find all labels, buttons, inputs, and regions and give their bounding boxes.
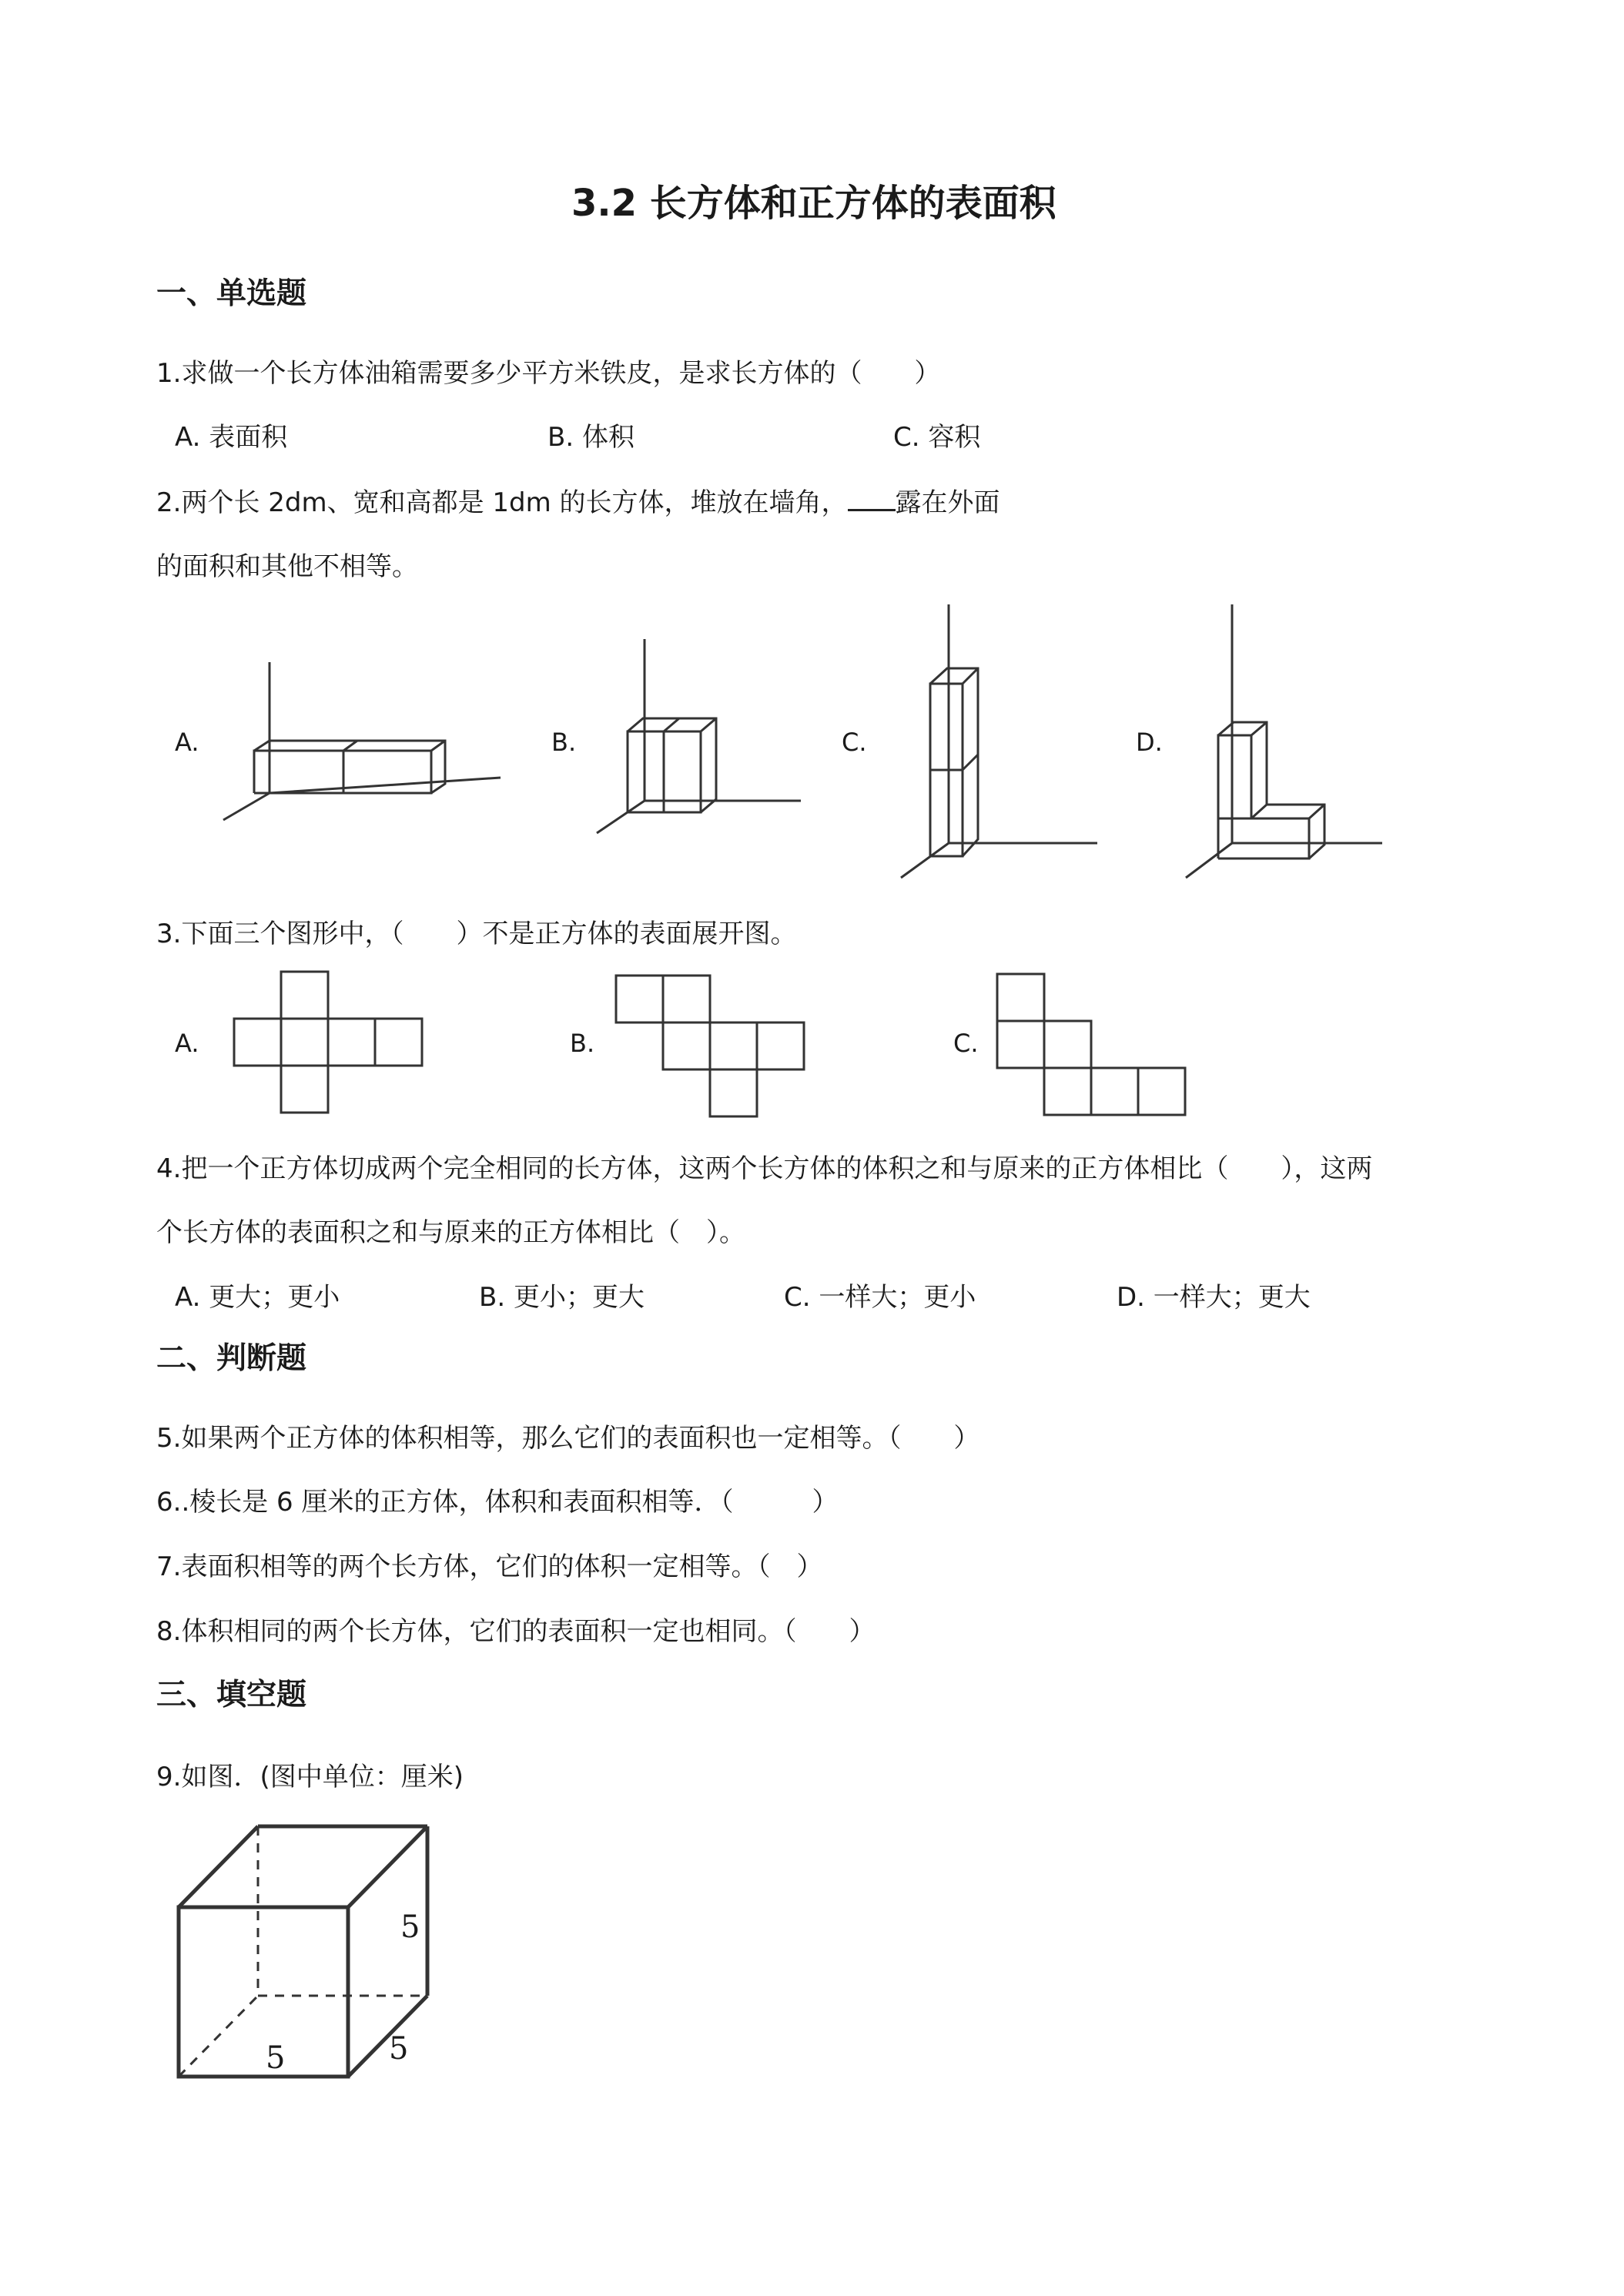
- question-2-text-part1: 2.两个长 2dm、宽和高都是 1dm 的长方体，堆放在墙角，: [156, 487, 848, 518]
- question-4-text: 4.把一个正方体切成两个完全相同的长方体，这两个长方体的体积之和与原来的正方体相比（ ），这两: [156, 1153, 1373, 1184]
- section-heading-single-choice: 一、单选题: [156, 276, 307, 311]
- q2-option-c-label[interactable]: C.: [842, 728, 867, 757]
- question-9-text: 9.如图．(图中单位：厘米): [156, 1762, 464, 1792]
- q2-option-d-label[interactable]: D.: [1136, 728, 1163, 757]
- section-heading-true-false: 二、判断题: [156, 1341, 307, 1376]
- q9-dim-height: 5: [400, 1909, 420, 1945]
- q3-option-a-label[interactable]: A.: [175, 1029, 199, 1058]
- section-heading-fill-blank: 三、填空题: [156, 1678, 307, 1712]
- q4-option-c[interactable]: C. 一样大；更小: [784, 1282, 976, 1313]
- q4-option-a[interactable]: A. 更大；更小: [175, 1282, 340, 1313]
- q3-option-b-label[interactable]: B.: [570, 1029, 595, 1058]
- q3-option-c-label[interactable]: C.: [953, 1029, 979, 1058]
- question-8-text: 8.体积相同的两个长方体，它们的表面积一定也相同。（ ）: [156, 1616, 876, 1647]
- q2-figure-d: [1186, 604, 1382, 878]
- q3-net-c: [997, 974, 1185, 1115]
- q2-option-b-label[interactable]: B.: [551, 728, 577, 757]
- q3-net-a: [234, 972, 422, 1113]
- question-2-text-cont: 的面积和其他不相等。: [156, 551, 418, 582]
- q2-figure-b: [597, 639, 801, 833]
- question-7-text: 7.表面积相等的两个长方体，它们的体积一定相等。（ ）: [156, 1551, 823, 1582]
- question-1-text: 1.求做一个长方体油箱需要多少平方米铁皮，是求长方体的（ ）: [156, 358, 941, 389]
- question-5-text: 5.如果两个正方体的体积相等，那么它们的表面积也一定相等。（ ）: [156, 1423, 980, 1454]
- question-4-text-cont: 个长方体的表面积之和与原来的正方体相比（ ）。: [156, 1217, 745, 1248]
- q9-dim-depth: 5: [389, 2031, 409, 2067]
- q1-option-b[interactable]: B. 体积: [547, 422, 635, 453]
- q9-dim-width: 5: [266, 2040, 286, 2076]
- q2-figure-c: [901, 604, 1097, 878]
- q4-option-d[interactable]: D. 一样大；更大: [1117, 1282, 1311, 1313]
- question-6-text: 6..棱长是 6 厘米的正方体，体积和表面积相等．（ ）: [156, 1487, 839, 1518]
- q2-figure-a: [223, 662, 501, 820]
- q2-option-a-label[interactable]: A.: [175, 728, 199, 757]
- page-title: 3.2 长方体和正方体的表面积: [571, 182, 1056, 225]
- q1-option-a[interactable]: A. 表面积: [175, 422, 288, 453]
- question-3-text: 3.下面三个图形中，（ ）不是正方体的表面展开图。: [156, 919, 797, 949]
- question-2-text-part2: 露在外面: [895, 487, 1000, 518]
- q4-option-b[interactable]: B. 更小；更大: [479, 1282, 645, 1313]
- q3-net-b: [616, 976, 804, 1116]
- q1-option-c[interactable]: C. 容积: [893, 422, 981, 453]
